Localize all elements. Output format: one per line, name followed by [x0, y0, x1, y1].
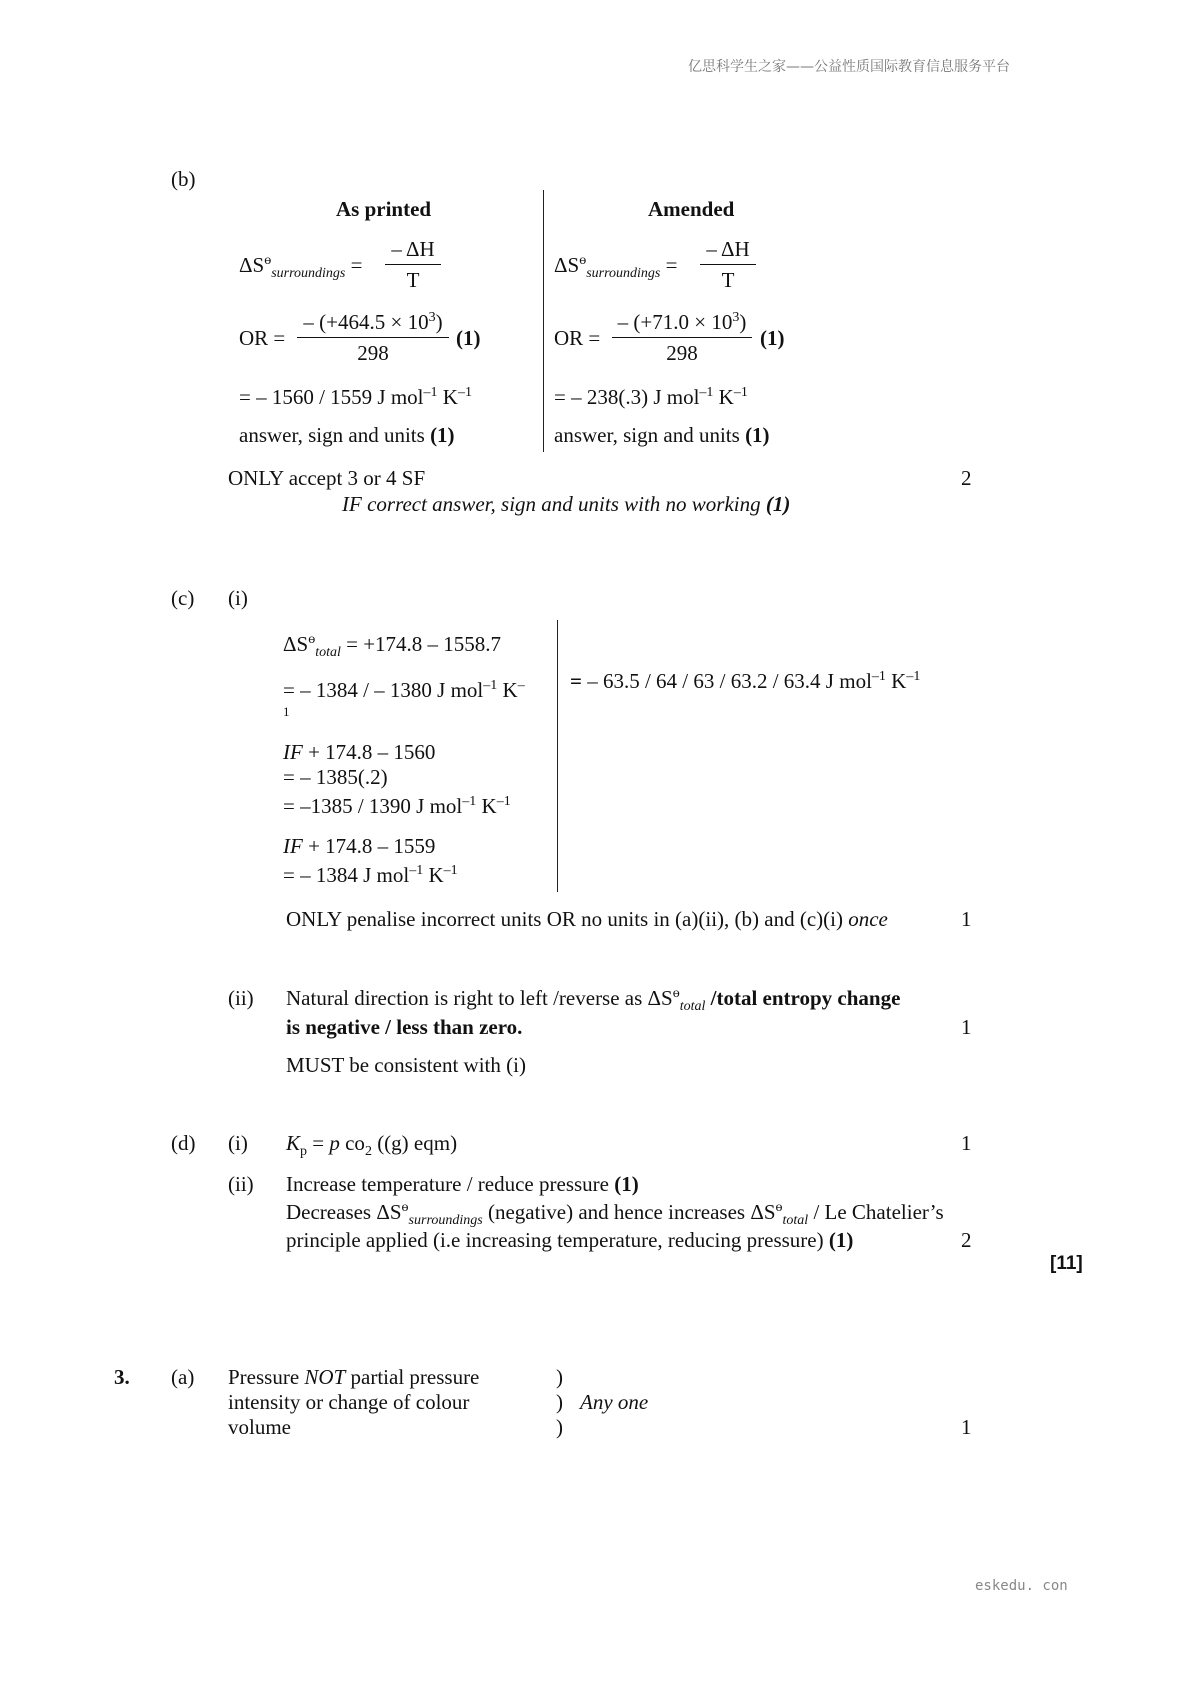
left-or-fraction: – $(+464.5 \times 10^3)$ 298 [297, 309, 449, 366]
must-be-consistent: MUST be consistent with (i) [286, 1053, 526, 1077]
kp-expression: $K_p = p$ $co_2$ ((g) eqm) [286, 1131, 458, 1160]
header-site-title: 亿思科学生之家——公益性质国际教育信息服务平台 [688, 59, 1010, 75]
ds-total-result: = – 1384 / – 1380 J mol$^{-1}$ K– [283, 678, 525, 702]
penalise-units-note: ONLY penalise incorrect units OR no units in (a)(ii), (b) and (c)(i) once [286, 907, 888, 931]
part-d-ii-label: (ii) [228, 1172, 254, 1196]
part-d-label: (d) [171, 1131, 196, 1155]
q3-any-one: Any one [580, 1390, 649, 1414]
q3-paren-1: ) [556, 1365, 563, 1389]
question-3-number: 3. [114, 1365, 130, 1389]
right-or-mark: (1) [760, 326, 785, 350]
only-accept-sf: ONLY accept 3 or 4 SF [228, 466, 426, 490]
part-c-ii-marks: 1 [961, 1015, 972, 1039]
natural-direction-line: Natural direction is right to left /reverse as $\Delta S^ө_{total}$ /total entropy change [286, 986, 901, 1015]
q3-option-colour: intensity or change of colour [228, 1390, 470, 1414]
right-answer-line: answer, sign and units (1) [554, 423, 770, 447]
part-c-right-result: = – 63.5 / 64 / 63 / 63.2 / 63.4 J mol$^{-1}$ $K^{-1}$ [570, 669, 921, 693]
if-1560-result: = – 1385(.2) [283, 765, 388, 789]
part-d-ii-marks: 2 [961, 1228, 972, 1252]
if-1559-result: = – 1384 J mol$^{-1}$ $K^{-1}$ [283, 863, 458, 887]
part-b-marks: 2 [961, 466, 972, 490]
footer-site-name: eskedu. con [975, 1578, 1068, 1594]
right-ds-surroundings: $\Delta S^ө_{surroundings}$ = [554, 253, 678, 282]
part-d-i-label: (i) [228, 1131, 248, 1155]
left-answer-line: answer, sign and units (1) [239, 423, 455, 447]
part-b-label: (b) [171, 167, 196, 191]
q3-option-volume: volume [228, 1415, 291, 1439]
right-or-fraction: – $(+71.0 \times 10^3)$ 298 [612, 309, 752, 366]
heading-amended: Amended [648, 197, 735, 221]
ds-total-wrapped-exponent: 1 [283, 704, 290, 719]
if-correct-note: IF correct answer, sign and units with no working (1) [342, 492, 791, 516]
right-fraction-dh-t: – ΔH T [700, 236, 756, 293]
natural-direction-negative: is negative / less than zero. [286, 1015, 523, 1039]
left-result: = – 1560 / 1559 J mol$^{-1}$ $K^{-1}$ [239, 385, 472, 409]
question-3-part-a-label: (a) [171, 1365, 195, 1389]
part-c-label: (c) [171, 586, 195, 610]
q3-paren-2: ) [556, 1390, 563, 1414]
q3-paren-3: ) [556, 1415, 563, 1439]
part-c-i-marks: 1 [961, 907, 972, 931]
if-1559-line: IF + 174.8 – 1559 [283, 834, 436, 858]
ds-total-line: $\Delta S^ө_{total} = +174.8 - 1558.7$ [283, 632, 502, 661]
heading-as-printed: As printed [336, 197, 432, 221]
part-c-ii-label: (ii) [228, 986, 254, 1010]
right-or-label: OR = [554, 326, 601, 350]
question-total-marks: [11] [1050, 1253, 1083, 1274]
increase-temperature-line: Increase temperature / reduce pressure (1) [286, 1172, 639, 1196]
right-result: = – 238(.3) J mol$^{-1}$ $K^{-1}$ [554, 385, 748, 409]
column-divider [543, 190, 544, 452]
if-1560-line: IF + 174.8 – 1560 [283, 740, 436, 764]
left-or-mark: (1) [456, 326, 481, 350]
part-c-i-label: (i) [228, 586, 248, 610]
if-1560-rounded: = –1385 / 1390 J mol$^{-1}$ $K^{-1}$ [283, 794, 511, 818]
part-d-i-marks: 1 [961, 1131, 972, 1155]
left-ds-surroundings: $\Delta S^ө_{surroundings}$ = [239, 253, 363, 282]
left-or-label: OR = [239, 326, 286, 350]
decreases-ds-line: Decreases $\Delta S^ө_{surroundings}$ (negative) and hence increases $\Delta S^ө_{total}$ / Le Chatelier’s [286, 1200, 944, 1229]
q3-option-pressure: Pressure NOT partial pressure [228, 1365, 480, 1389]
q3-a-marks: 1 [961, 1415, 972, 1439]
left-fraction-dh-t: – ΔH T [385, 236, 441, 293]
part-c-divider [557, 620, 558, 892]
principle-applied-line: principle applied (i.e increasing temperature, reducing pressure) (1) [286, 1228, 854, 1252]
